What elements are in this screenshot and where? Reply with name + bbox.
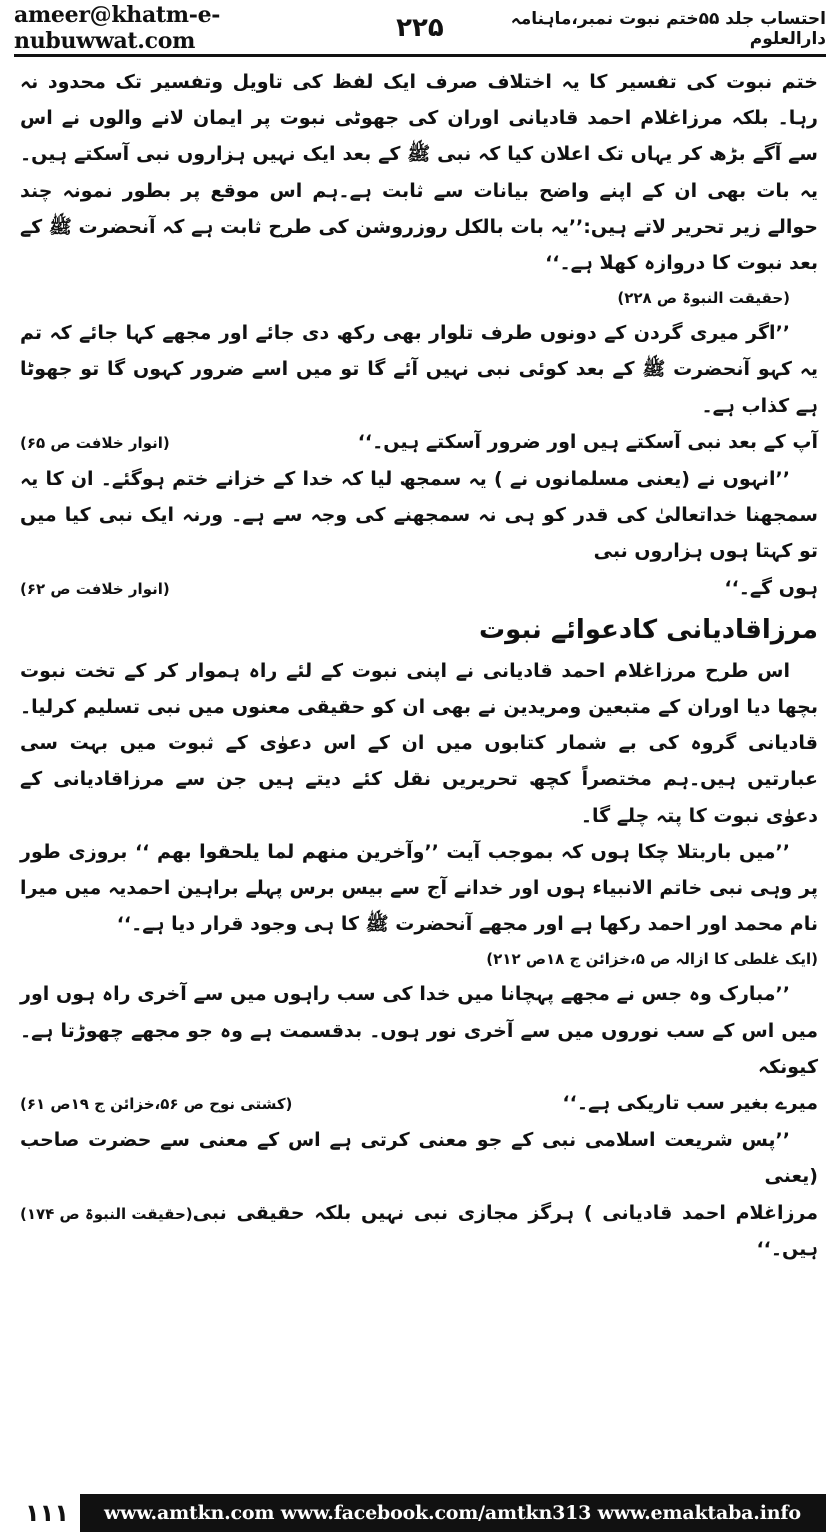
quote-6-end-line xyxy=(20,1085,818,1122)
quote-2: ’’اگر میری گردن کے دونوں طرف تلوار بھی رکھ دی جائے اور مجھے کہا جائے کہ تم یہ کہو آنحضرت ﷺ کے بعد کوئی نبی نہیں آئے گا تو میں اسے ضرور کہوں گا تو جھوٹا ہے کذاب ہے۔ xyxy=(20,322,818,417)
header-title: احتساب جلد ۵۵ختم نبوت نمبر،ماہنامہ دارالعلوم xyxy=(510,8,826,49)
quote-5: ’’میں باربتلا چکا ہوں کہ بموجب آیت ’’وآخرین منھم لما یلحقوا بھم ‘‘ بروزی طور پر وہی نبی خاتم الانبیاء ہوں اور خدانے آج سے بیس برس پہلے براہین احمدیہ میں میرا نام محمد اور احمد رکھا ہے اور مجھے آنحضرت ﷺ کا ہی وجود قرار دیا ہے۔‘‘ xyxy=(20,840,818,936)
page-header xyxy=(14,2,826,54)
paragraph-intro: ختم نبوت کی تفسیر کا یہ اختلاف صرف ایک لفظ کی تاویل وتفسیر تک محدود نہ رہا۔ بلکہ مرزاغلام احمد قادیانی اوران کی جھوٹی نبوت پر ایمان لانے والوں نے اس سے آگے بڑھ کر یہاں تک اعلان کیا کہ نبی ﷺ کے بعد ایک نہیں ہزاروں نبی آسکتے ہیں۔ یہ بات بھی ان کے اپنے واضح بیانات سے ثابت ہے۔ہم اس موقع پر بطور نمونہ چند حوالے زیر تحریر لاتے ہیں:’’یہ بات بالکل روزروشن کی طرح ثابت ہے کہ آنحضرت ﷺ کے بعد نبوت کا دروازہ کھلا ہے۔‘‘ xyxy=(20,71,818,275)
header-email[interactable]: ameer@khatm-e-nubuwwat.com xyxy=(14,2,221,54)
section-heading: مرزاقادیانی کادعوائے نبوت xyxy=(479,614,818,645)
body-text xyxy=(20,64,818,1267)
quote-7: ’’پس شریعت اسلامی نبی کے جو معنی کرتی ہے اس کے معنی سے حضرت صاحب (یعنی xyxy=(20,1129,818,1188)
header-left xyxy=(14,2,444,54)
quote-6: ’’مبارک وہ جس نے مجھے پہچانا میں خدا کی سب راہوں میں سے آخری راہ ہوں اور میں اس کے سب نوروں میں سے آخری نور ہوں۔ بدقسمت ہے وہ جو مجھے چھوڑتا ہے۔ کیونکہ xyxy=(20,983,818,1078)
reference-7: (حقیقت النبوۃ ص ۱۷۴) xyxy=(20,1204,193,1223)
footer-page-number: ۱۱۱ xyxy=(14,1494,80,1532)
reference-5: (ایک غلطی کا ازالہ ص ۵،خزائن ج ۱۸ص ۲۱۲) xyxy=(486,950,818,969)
footer-links[interactable]: www.amtkn.com www.facebook.com/amtkn313 www.emaktaba.info xyxy=(104,1502,801,1524)
quote-3-end: ہوں گے۔‘‘ xyxy=(724,576,818,599)
header-rule xyxy=(14,54,826,57)
paragraph-claim: اس طرح مرزاغلام احمد قادیانی نے اپنی نبوت کے لئے راہ ہموار کر کے تخت نبوت بچھا دیا اوران کے متبعین ومریدین نے بھی ان کو حقیقی معنوں میں نبی تسلیم کرلیا۔ قادیانی گروہ کی بے شمار کتابوں میں ان کے اس دعوٰی کے ثبوت میں بہت سی عبارتیں ہیں۔ہم مختصراً کچھ تحریریں نقل کئے دیتے ہیں جن سے مرزاقادیانی کے دعوٰی نبوت کا پتہ چلے گا۔ xyxy=(20,659,818,827)
quote-2-end: آپ کے بعد نبی آسکتے ہیں اور ضرور آسکتے ہیں۔‘‘ xyxy=(357,430,818,453)
header-page-number: ۲۲۵ xyxy=(396,13,444,43)
quote-6-end: میرے بغیر سب تاریکی ہے۔‘‘ xyxy=(562,1092,818,1115)
reference-6: (کشتی نوح ص ۵۶،خزائن ج ۱۹ص ۶۱) xyxy=(20,1095,293,1114)
quote-3-end-line xyxy=(20,570,818,607)
reference-3: (انوار خلافت ص ۶۲) xyxy=(20,579,170,598)
reference-2: (انوار خلافت ص ۶۵) xyxy=(20,433,170,452)
reference-1: (حقیقت النبوۃ ص ۲۲۸) xyxy=(617,289,790,308)
quote-7-end: مرزاغلام احمد قادیانی ) ہرگز مجازی نبی نہیں بلکہ حقیقی نبی ہیں۔‘‘ xyxy=(192,1201,818,1260)
quote-7-end-line xyxy=(20,1195,818,1267)
quote-3: ’’انہوں نے (یعنی مسلمانوں نے ) یہ سمجھ لیا کہ خدا کے خزانے ختم ہوگئے۔ ان کا یہ سمجھنا خداتعالیٰ کی قدر کو ہی نہ سمجھنے کی وجہ سے ہے۔ ورنہ ایک نبی کیا میں تو کہتا ہوں ہزاروں نبی xyxy=(20,468,818,563)
quote-2-end-line xyxy=(20,424,818,461)
footer-bar xyxy=(14,1494,826,1532)
